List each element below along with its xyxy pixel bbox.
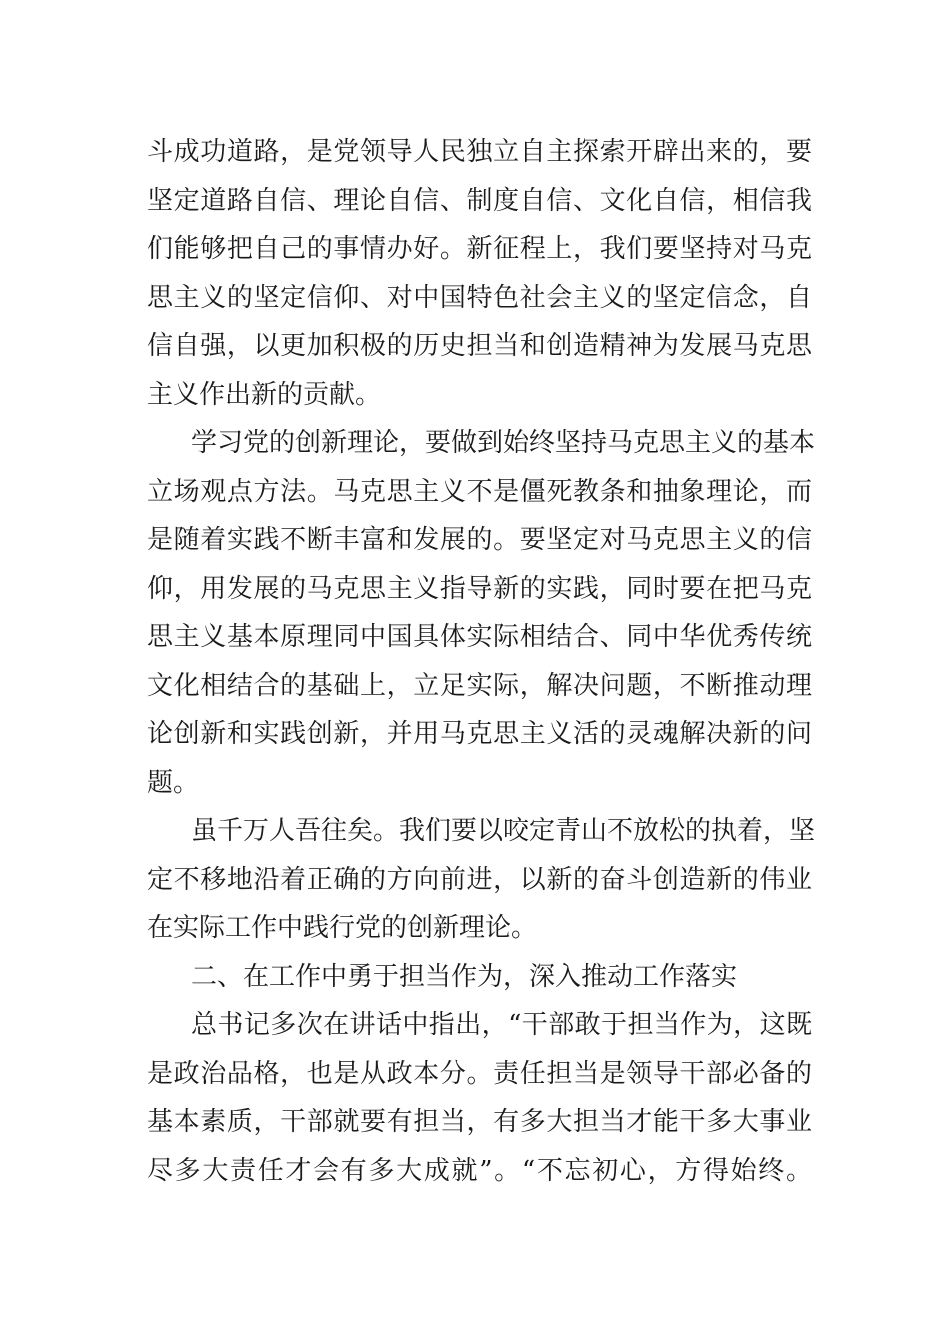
text-line: 论创新和实践创新，并用马克思主义活的灵魂解决新的问 (147, 719, 812, 749)
text-line: 总书记多次在讲话中指出，“干部敢于担当作为，这既 (191, 1010, 812, 1040)
text-line: 们能够把自己的事情办好。新征程上，我们要坚持对马克 (147, 234, 812, 264)
text-line: 是政治品格，也是从政本分。责任担当是领导干部必备的 (147, 1058, 812, 1089)
text-line: 信自强，以更加积极的历史担当和创造精神为发展马克思 (147, 331, 812, 361)
text-line: 立场观点方法。马克思主义不是僵死教条和抽象理论，而 (147, 476, 812, 507)
text-line: 学习党的创新理论，要做到始终坚持马克思主义的基本 (191, 428, 816, 458)
text-line: 尽多大责任才会有多大成就”。“不忘初心，方得始终。 (147, 1155, 812, 1186)
paragraph-2 (147, 419, 816, 807)
text-line: 是随着实践不断丰富和发展的。要坚定对马克思主义的信 (147, 525, 812, 555)
paragraph-1 (147, 128, 812, 419)
text-line: 斗成功道路，是党领导人民独立自主探索开辟出来的，要 (147, 137, 812, 167)
text-line: 思主义基本原理同中国具体实际相结合、同中华优秀传统 (147, 622, 812, 652)
section-heading (147, 953, 812, 1002)
text-line: 思主义的坚定信仰、对中国特色社会主义的坚定信念，自 (147, 282, 812, 313)
text-line: 主义作出新的贡献。 (147, 379, 382, 410)
body-text (147, 128, 816, 1195)
heading-line: 二、在工作中勇于担当作为，深入推动工作落实 (191, 961, 738, 992)
text-line: 坚定道路自信、理论自信、制度自信、文化自信，相信我 (147, 185, 812, 216)
text-line: 文化相结合的基础上，立足实际，解决问题，不断推动理 (147, 670, 812, 701)
paragraph-3 (147, 807, 816, 953)
text-line: 在实际工作中践行党的创新理论。 (147, 913, 538, 943)
text-line: 虽千万人吾往矣。我们要以咬定青山不放松的执着，坚 (191, 816, 816, 846)
text-line: 题。 (147, 767, 200, 798)
text-line: 仰，用发展的马克思主义指导新的实践，同时要在把马克 (147, 573, 812, 604)
text-line: 基本素质，干部就要有担当，有多大担当才能干多大事业 (147, 1107, 812, 1137)
paragraph-4 (147, 1001, 812, 1195)
text-line: 定不移地沿着正确的方向前进，以新的奋斗创造新的伟业 (147, 864, 812, 895)
